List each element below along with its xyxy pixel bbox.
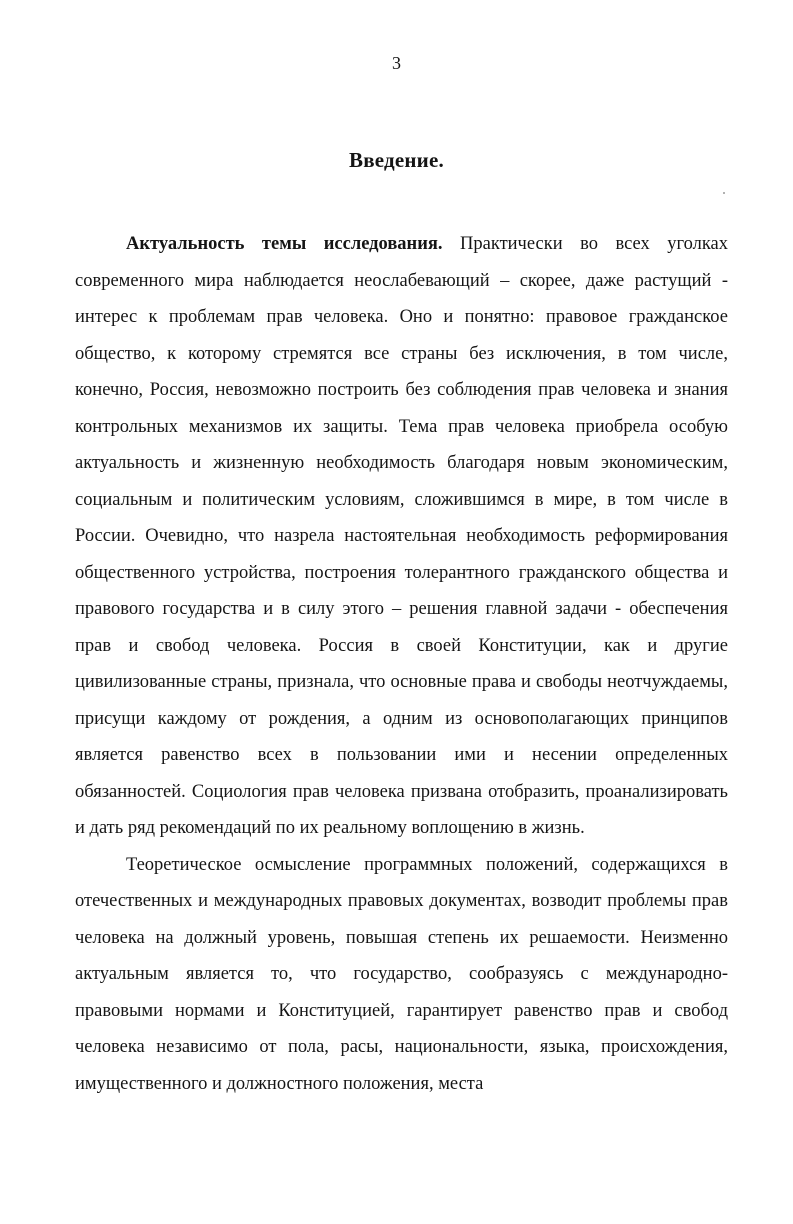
scan-speck — [723, 192, 725, 194]
page-number: 3 — [392, 53, 401, 73]
paragraph-theory — [75, 847, 728, 1103]
paragraph-lead: Актуальность темы исследования. — [126, 234, 443, 254]
paragraph-text: Теоретическое осмысление программных положений, содержащихся в отечественных и международных правовых документах, возводит проблемы прав человека на должный уровень, повышая степень их решаемости. Неизменно актуальным является то, что государство, сообразуясь с международно-правовыми нормами и Конституцией, гарантирует равенство прав и свобод человека независимо от пола, расы, национальности, языка, происхождения, имущественного и должностного положения, места — [75, 854, 728, 1094]
paragraph-text: Практически во всех уголках современного мира наблюдается неослабевающий – скорее, даже растущий - интерес к проблемам прав человека. Оно и понятно: правовое гражданское общество, к которому стремятся все страны без исключения, в том числе, конечно, Россия, невозможно построить без соблюдения прав человека и знания контрольных механизмов их защиты. Тема прав человека приобрела особую актуальность и жизненную необходимость благодаря новым экономическим, социальным и политическим условиям, сложившимся в мире, в том числе в России. Очевидно, что назрела настоятельная необходимость реформирования общественного устройства, построения толерантного гражданского общества и правового государства и в силу этого – решения главной задачи - обеспечения прав и свобод человека. Россия в своей Конституции, как и другие цивилизованные страны, признала, что основные права и свободы неотчуждаемы, присущи каждому от рождения, а одним из основополагающих принципов является равенство всех в пользовании ими и несении определенных обязанностей. Социология прав человека призвана отобразить, проанализировать и дать ряд рекомендаций по их реальному воплощению в жизнь. — [75, 234, 728, 838]
paragraph-relevance — [75, 226, 728, 847]
body-text — [75, 226, 728, 1102]
section-title: Введение. — [349, 148, 444, 172]
